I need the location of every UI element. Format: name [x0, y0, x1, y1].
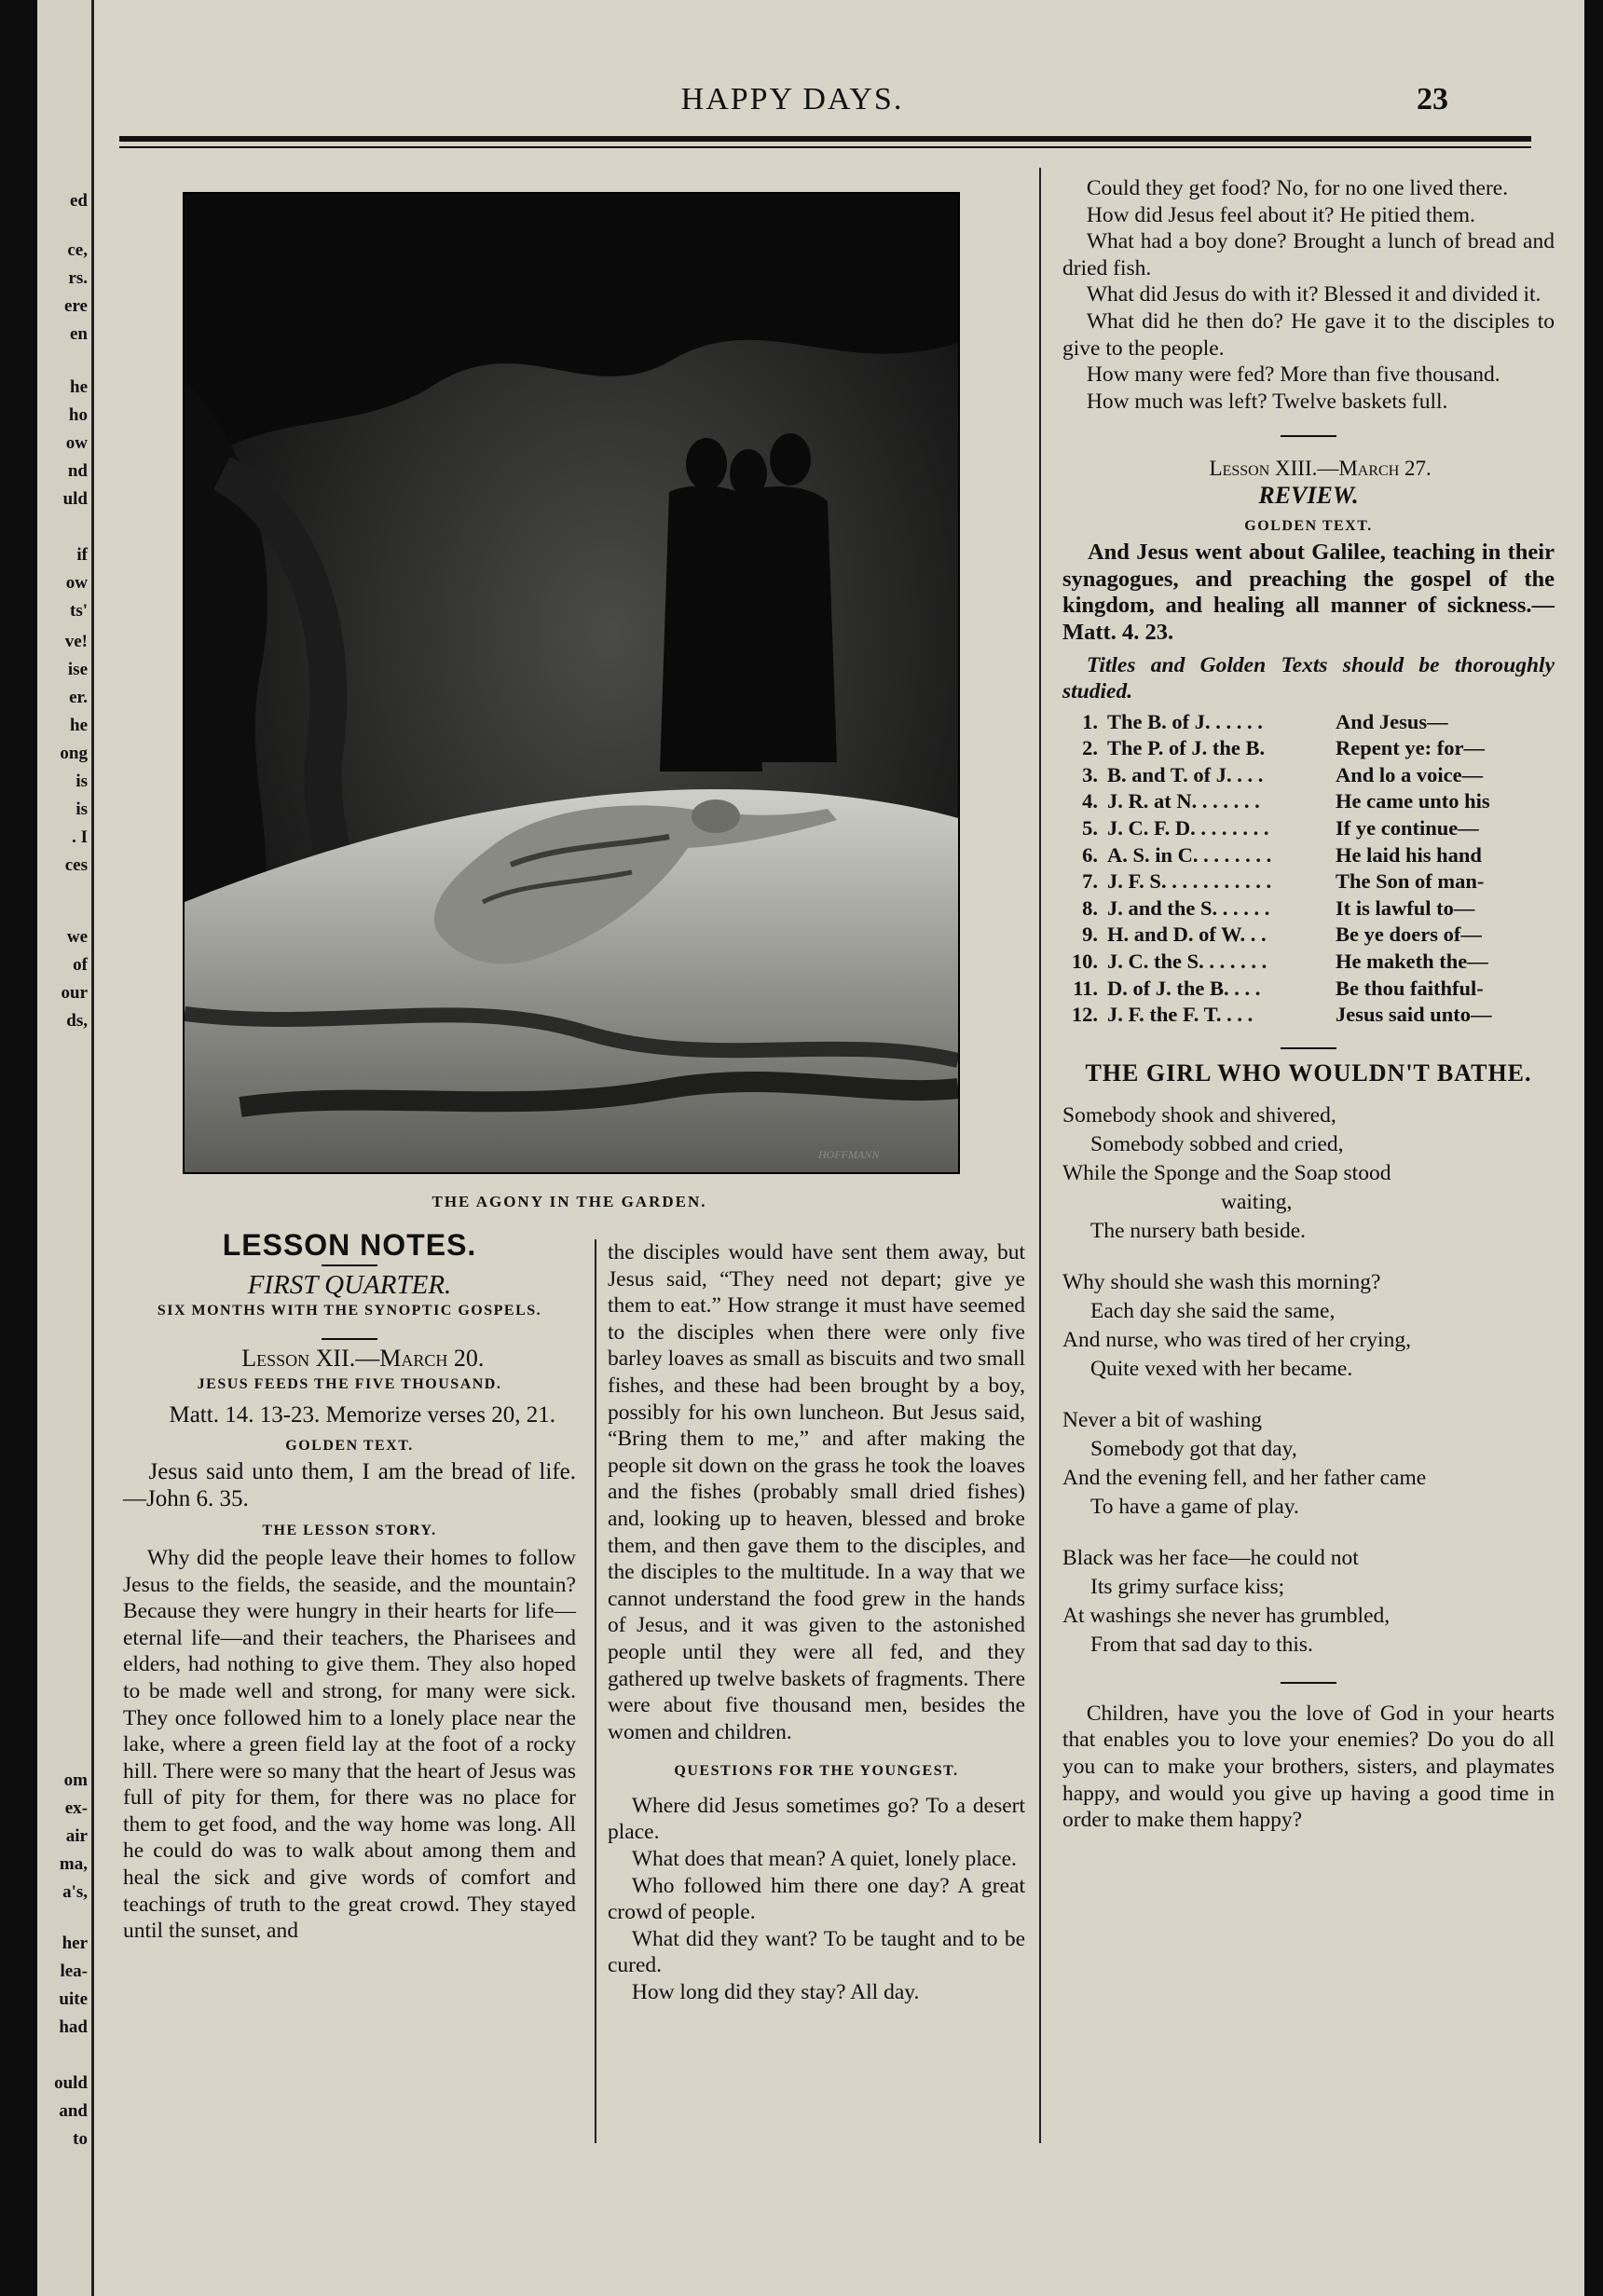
golden-text-heading-2: GOLDEN TEXT.	[1244, 517, 1373, 534]
review-item-text: Jesus said unto—	[1336, 1003, 1492, 1027]
margin-fragment: ho	[68, 405, 88, 425]
margin-fragment: rs.	[68, 268, 88, 288]
review-item	[1062, 895, 1555, 922]
margin-fragment: ow	[65, 573, 88, 593]
titles-note: Titles and Golden Texts should be thoroughly studied.	[1062, 652, 1555, 704]
margin-fragment: had	[59, 2017, 88, 2037]
closing-paragraph: Children, have you the love of God in your hearts that enables you to love your enemies? Do you do all you can to make your brothers, sisters, and playmates happy, and would you give up having a good time in order to make them happy?	[1062, 1701, 1555, 1833]
question-answer: What did they want? To be taught and to be cured.	[608, 1926, 1025, 1978]
review-item-text: The Son of man-	[1336, 869, 1485, 894]
review-item-title: H. and D. of W. . .	[1107, 922, 1267, 947]
quarter-subtitle: SIX MONTHS WITH THE SYNOPTIC GOSPELS.	[157, 1303, 542, 1319]
review-item-title: J. F. the F. T. . . .	[1107, 1003, 1254, 1027]
review-item	[1062, 1002, 1555, 1029]
page-header-title: HAPPY DAYS.	[680, 82, 904, 116]
review-item-title: B. and T. of J. . . .	[1107, 762, 1264, 786]
poem-stanza	[1062, 1544, 1555, 1660]
engraving-agony-in-garden	[183, 192, 960, 1174]
margin-fragment: ex-	[64, 1798, 88, 1818]
margin-fragment: her	[62, 1934, 88, 1953]
margin-fragment: ces	[64, 855, 88, 875]
poem-stanza	[1062, 1101, 1555, 1246]
column-rule-middle	[595, 1239, 596, 2143]
review-item-title: J. C. F. D. . . . . . . .	[1107, 816, 1269, 840]
review-item-title: J. F. S. . . . . . . . . . .	[1107, 869, 1272, 894]
review-item-number: 5.	[1082, 816, 1098, 840]
golden-text-2: And Jesus went about Galilee, teaching in their synagogues, and preaching the gospel of the kingdom, and healing all manner of sickness.—Matt. 4. 23.	[1062, 540, 1555, 645]
poem-line: From that sad day to this.	[1090, 1632, 1313, 1657]
margin-fragment: ed	[70, 191, 88, 211]
margin-fragment: ce,	[67, 240, 88, 260]
review-item	[1062, 735, 1555, 762]
question-answer: Who followed him there one day? A great crowd of people.	[608, 1873, 1025, 1925]
question-answer: What did Jesus do with it? Blessed it and divided it.	[1086, 282, 1541, 308]
poem-line: To have a game of play.	[1090, 1494, 1299, 1519]
margin-fragment: air	[65, 1826, 88, 1846]
newspaper-page	[37, 0, 1584, 2296]
review-item-title: J. and the S. . . . . .	[1107, 895, 1270, 920]
short-rule	[1281, 1047, 1336, 1049]
lesson-13-title: Lesson XIII.—March 27.	[1209, 457, 1432, 481]
margin-fragment: a's,	[62, 1882, 88, 1902]
questions-continued-list	[1062, 175, 1555, 415]
margin-fragment: uld	[62, 489, 88, 509]
margin-fragment: ow	[65, 433, 88, 453]
poem-line: The nursery bath beside.	[1090, 1218, 1307, 1243]
review-item-number: 12.	[1071, 1003, 1098, 1027]
page-number: 23	[1417, 82, 1448, 116]
review-item	[1062, 709, 1555, 736]
lesson-13-subject: REVIEW.	[1258, 481, 1359, 509]
illustration-caption: THE AGONY IN THE GARDEN.	[432, 1193, 707, 1210]
margin-fragment: is	[75, 772, 88, 791]
lesson-story-heading: THE LESSON STORY.	[262, 1523, 437, 1539]
poem-line: Never a bit of washing	[1062, 1407, 1263, 1432]
review-item-number: 2.	[1082, 736, 1098, 760]
header-rule-thin	[119, 146, 1531, 148]
review-item	[1062, 949, 1555, 976]
review-item-title: The P. of J. the B.	[1107, 736, 1266, 760]
review-item-title: A. S. in C. . . . . . . .	[1107, 842, 1272, 867]
review-item-text: And Jesus—	[1336, 709, 1448, 733]
lesson-12-reference: Matt. 14. 13-23. Memorize verses 20, 21.	[169, 1401, 555, 1428]
poem-stanza	[1062, 1268, 1555, 1384]
right-column	[1062, 175, 1555, 1834]
question-answer: Could they get food? No, for no one lived there.	[1086, 176, 1509, 200]
review-item-number: 3.	[1082, 762, 1098, 786]
svg-text:HOFFMANN: HOFFMANN	[818, 1148, 880, 1161]
lesson-story-part1: Why did the people leave their homes to follow Jesus to the fields, the seaside, and the mountain? Because they were hungry in their hearts for life—eternal life—and their teachers, the Pharisees and elders, had nothing to give them. They also hoped to be made well and strong, for many were sick. They once followed him to a lonely place near the lake, where a green field lay at the foot of a rocky hill. There were so many that the heart of Jesus was full of pity for them, for there was no place for them to get food, and the way home was long. All he could do was to walk about among them and heal the sick and give words of comfort and teachings of truth to the great crowd. They stayed until the sunset, and	[123, 1545, 576, 1944]
poem-line: Black was her face—he could not	[1062, 1545, 1359, 1570]
short-rule	[322, 1338, 377, 1340]
question-answer: What had a boy done? Brought a lunch of bread and dried fish.	[1062, 229, 1555, 280]
questions-heading: QUESTIONS FOR THE YOUNGEST.	[674, 1763, 959, 1780]
question-answer: Where did Jesus sometimes go? To a desert place.	[608, 1793, 1025, 1845]
margin-fragment: ds,	[66, 1011, 88, 1031]
review-item	[1062, 815, 1555, 842]
margin-fragment: lea-	[60, 1961, 88, 1981]
review-item-text: He came unto his	[1336, 789, 1490, 813]
review-item-text: Be thou faithful-	[1336, 976, 1484, 1000]
short-rule	[1281, 435, 1336, 437]
review-item-title: J. C. the S. . . . . . .	[1107, 950, 1267, 974]
margin-fragment: . I	[72, 827, 88, 847]
short-rule	[322, 1264, 377, 1266]
engraving-art	[185, 194, 958, 1172]
margin-fragment: ve!	[64, 632, 88, 651]
review-item-number: 9.	[1082, 922, 1098, 947]
review-item-number: 10.	[1071, 950, 1098, 974]
review-item-title: The B. of J. . . . . .	[1107, 709, 1263, 733]
lesson-12-title: Lesson XII.—March 20.	[241, 1344, 485, 1372]
review-item-number: 8.	[1082, 895, 1098, 920]
margin-fragment: he	[70, 716, 88, 735]
question-answer: How many were fed? More than five thousand.	[1086, 362, 1500, 388]
question-answer: How long did they stay? All day.	[631, 1980, 920, 2005]
review-item-text: He laid his hand	[1336, 842, 1482, 867]
adjacent-page-strip	[37, 0, 94, 2296]
questions-list	[608, 1793, 1025, 2006]
margin-fragment: he	[70, 377, 88, 397]
column-rule-right	[1039, 168, 1041, 2143]
margin-fragment: of	[73, 955, 88, 975]
margin-fragment: nd	[67, 461, 88, 481]
margin-fragment: our	[61, 983, 88, 1003]
review-item	[1062, 842, 1555, 869]
poem-line: Each day she said the same,	[1090, 1298, 1336, 1323]
review-item	[1062, 762, 1555, 789]
review-list	[1062, 709, 1555, 1029]
review-item-number: 1.	[1082, 709, 1098, 733]
margin-fragment: and	[59, 2101, 88, 2121]
lesson-12-subject: JESUS FEEDS THE FIVE THOUSAND.	[197, 1376, 502, 1393]
poem-line: And the evening fell, and her father came	[1062, 1465, 1427, 1490]
margin-fragment: uite	[59, 1989, 88, 2009]
lesson-story-part2: the disciples would have sent them away, but Jesus said, “They need not depart; give ye them to eat.” How strange it must have seemed to the disciples when there were only five barley loaves as small as biscuits and two small fishes, and these had been brought by a boy, possibly for his own luncheon. But Jesus said, “Bring them to me,” and after making the people sit down on the grass he took the loaves and the fishes (probably small dried fishes) and, looking up to heaven, blessed and broke them, and then gave them to the disciples, and the disciples to the multitude. In a way that we cannot understand the food grew in the hands of Jesus, and it was given to the astonished people until they were all fed, and they gathered up twelve baskets of fragments. There were about five thousand men, besides the women and children.	[608, 1240, 1025, 1744]
margin-fragment: ould	[54, 2073, 88, 2093]
poem-line: While the Sponge and the Soap stood	[1062, 1160, 1391, 1185]
review-item	[1062, 788, 1555, 815]
review-item-number: 7.	[1082, 869, 1098, 894]
review-item	[1062, 868, 1555, 895]
poem-line: Its grimy surface kiss;	[1090, 1574, 1285, 1599]
short-rule	[1281, 1682, 1336, 1684]
golden-text: Jesus said unto them, I am the bread of life.—John 6. 35.	[123, 1459, 576, 1511]
margin-fragment: ong	[60, 744, 88, 763]
review-item	[1062, 922, 1555, 949]
poem-title: THE GIRL WHO WOULDN'T BATHE.	[1085, 1059, 1532, 1086]
golden-text-heading: GOLDEN TEXT.	[285, 1437, 414, 1454]
poem-line: Quite vexed with her became.	[1090, 1356, 1353, 1381]
lesson-notes-column	[123, 1228, 576, 1945]
question-answer: How did Jesus feel about it? He pitied them.	[1086, 202, 1475, 227]
lesson-story-continued-column	[608, 1239, 1025, 2006]
review-item-title: J. R. at N. . . . . . .	[1107, 789, 1260, 813]
review-item-number: 11.	[1073, 976, 1098, 1000]
margin-fragment: en	[70, 324, 88, 344]
review-item-text: Repent ye: for—	[1336, 736, 1485, 760]
poem-line: Somebody sobbed and cried,	[1090, 1131, 1344, 1156]
margin-fragment: ts'	[70, 601, 88, 621]
poem-line: Why should she wash this morning?	[1062, 1269, 1381, 1294]
review-item-text: It is lawful to—	[1336, 895, 1475, 920]
margin-fragment: to	[73, 2129, 88, 2149]
margin-fragment: ise	[67, 660, 88, 679]
header-rule-thick	[119, 136, 1531, 142]
lesson-notes-heading: LESSON NOTES.	[222, 1228, 477, 1262]
poem-stanza	[1062, 1406, 1555, 1522]
margin-fragment: if	[76, 545, 88, 565]
poem	[1062, 1101, 1555, 1660]
question-answer: What did he then do? He gave it to the disciples to give to the people.	[1062, 308, 1555, 361]
poem-line: Somebody shook and shivered,	[1062, 1102, 1336, 1128]
review-item-text: If ye continue—	[1336, 816, 1479, 840]
question-answer: What does that mean? A quiet, lonely place.	[631, 1847, 1017, 1872]
review-item-text: And lo a voice—	[1336, 762, 1484, 786]
margin-fragment: om	[63, 1770, 88, 1790]
margin-fragment: we	[66, 927, 88, 947]
review-item-number: 6.	[1082, 842, 1098, 867]
review-item-number: 4.	[1082, 789, 1098, 813]
margin-fragment: is	[75, 800, 88, 819]
question-answer: How much was left? Twelve baskets full.	[1086, 389, 1448, 414]
review-item	[1062, 976, 1555, 1003]
poem-line: waiting,	[1221, 1189, 1293, 1214]
review-item-text: He maketh the—	[1336, 950, 1488, 974]
poem-line: And nurse, who was tired of her crying,	[1062, 1327, 1411, 1352]
poem-line: Somebody got that day,	[1090, 1436, 1297, 1461]
margin-fragment: ma,	[59, 1854, 88, 1874]
review-item-text: Be ye doers of—	[1336, 922, 1482, 947]
first-quarter-heading: FIRST QUARTER.	[247, 1269, 452, 1300]
margin-fragment: ere	[64, 296, 88, 316]
review-item-title: D. of J. the B. . . .	[1107, 976, 1261, 1000]
margin-fragment: er.	[69, 688, 88, 707]
poem-line: At washings she never has grumbled,	[1062, 1603, 1391, 1628]
